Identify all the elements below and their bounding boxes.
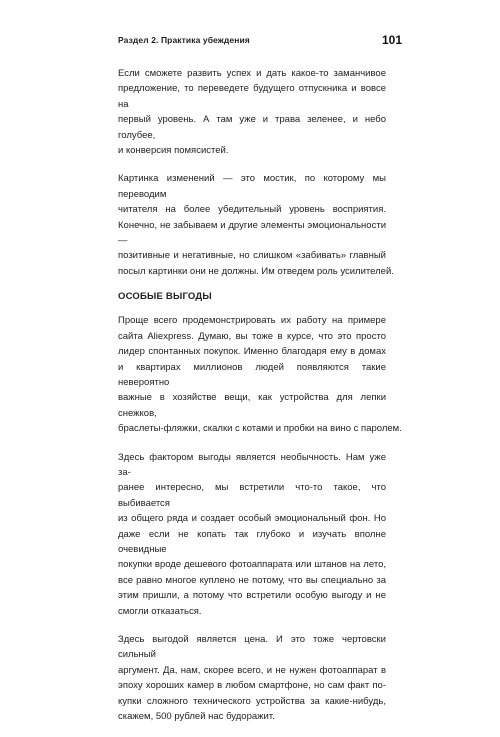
paragraph: [118, 66, 386, 158]
text-line: и конверсия помясистей.: [118, 145, 229, 157]
text-line: эпоху хороших камер в любом смартфоне, но сам факт по-: [118, 680, 386, 692]
text-line: посыл картинки они не должны. Им отведем роль усилителей.: [118, 265, 394, 277]
text-line: из общего ряда и создает особый эмоциональный фон. Но: [118, 513, 386, 525]
text-line: Проще всего продемонстрировать их работу на примере: [118, 315, 386, 327]
page-number: 101: [381, 33, 402, 47]
section-label: Раздел 2. Практика убеждения: [118, 35, 250, 45]
text-line: и квартирах миллионов людей появляются такие невероятно: [118, 361, 386, 388]
text-line: Конечно, не забываем и другие элементы эмоциональности —: [118, 219, 386, 247]
text-line: аргумент. Да, нам, скорее всего, и не нужен фотоаппарат в: [118, 664, 386, 676]
text-line: лидер спонтанных покупок. Именно благодаря ему в домах: [118, 346, 386, 358]
text-line: купки сложного технического устройства за какие-нибудь,: [118, 695, 386, 707]
text-line: читателя на более убедительный уровень восприятия.: [118, 204, 386, 216]
paragraph: [118, 450, 386, 619]
paragraph: [118, 171, 394, 279]
body-text: [118, 66, 402, 737]
text-line: даже если не копать так глубоко и изучать вполне очевидные: [118, 528, 386, 555]
text-line: Здесь выгодой является цена. И это тоже чертовски сильный: [118, 634, 386, 661]
text-line: важные в хозяйстве вещи, как устройства для лепки снежков,: [118, 392, 386, 419]
text-line: ранее интересно, мы встретили что-то такое, что выбивается: [118, 482, 386, 509]
running-header: [118, 34, 402, 50]
paragraph: [118, 313, 402, 436]
section-subheading: ОСОБЫЕ ВЫГОДЫ: [118, 291, 212, 303]
text-line: позитивные и негативные, но слишком «забивать» главный: [118, 250, 386, 262]
text-line: все равно многое куплено не потому, что вы специально за: [118, 574, 386, 586]
text-line: первый уровень. А там уже и трава зеленее, и небо голубее,: [118, 114, 386, 141]
text-line: Если сможете развить успех и дать какое-то заманчивое: [118, 68, 386, 79]
text-line: этим пришли, а потому что встретили особую выгоду и не: [118, 590, 386, 602]
text-line: Картинка изменений — это мостик, по которому мы переводим: [118, 173, 386, 200]
text-line: покупки вроде дешевого фотоаппарата или штанов на лето,: [118, 559, 386, 571]
paragraph: [118, 632, 386, 724]
text-line: смогли отказаться.: [118, 605, 202, 617]
text-line: Здесь фактором выгоды является необычность. Нам уже за-: [118, 451, 386, 478]
text-line: сайта Aliexpress. Думаю, вы тоже в курсе, что это просто: [118, 330, 386, 342]
text-line: браслеты-фляжки, скалки с котами и пробки на вино с паролем.: [118, 423, 402, 435]
text-line: предложение, то переведете будущего отпускника и вовсе на: [118, 83, 386, 110]
text-line: скажем, 500 рублей нас будоражит.: [118, 711, 275, 723]
